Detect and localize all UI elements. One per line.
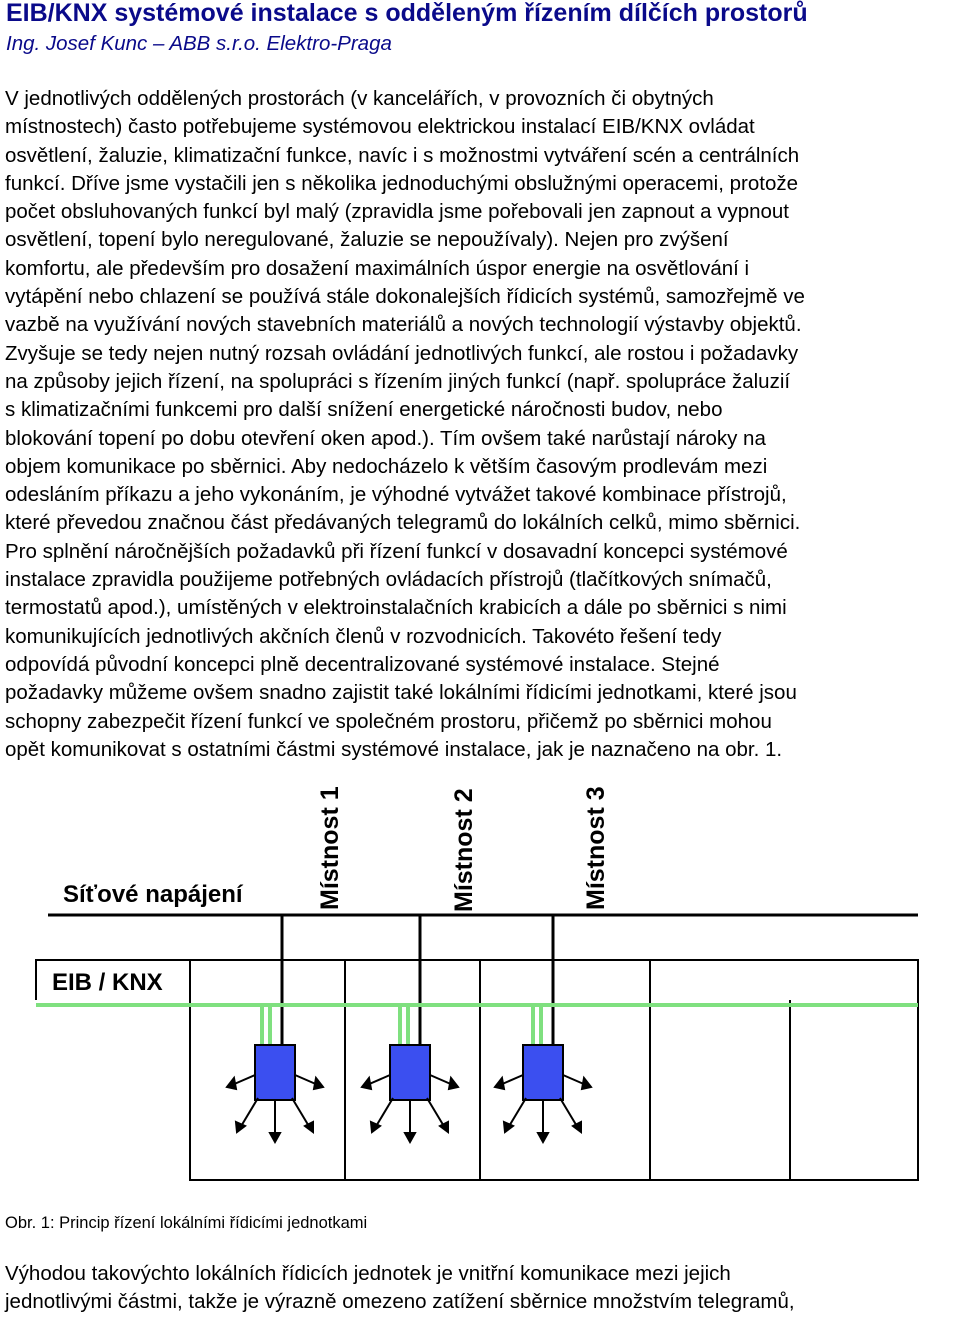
paragraph-line: blokování topení po dobu otevření oken apod.). Tím ovšem také narůstají nároky na <box>5 426 766 450</box>
paragraph-line: s klimatizačními funkcemi pro další snížení energetické náročnosti budov, nebo <box>5 398 723 422</box>
paragraph-line: osvětlení, žaluzie, klimatizační funkce, navíc i s možnostmi vytváření scén a centrálních <box>5 143 800 167</box>
paragraph-line: odpovídá původní koncepci plně decentralizované systémové instalace. Stejné <box>5 652 720 676</box>
room-enclosures <box>36 960 918 1180</box>
local-control-diagram <box>0 780 960 1190</box>
control-unit-room-3 <box>495 1045 591 1142</box>
room-4-enclosure <box>650 960 790 1180</box>
paragraph-line: instalace zpravidla použijeme potřebných ovládacích přístrojů (tlačítkových snímačů, <box>5 568 772 592</box>
intro-paragraph <box>5 85 957 764</box>
paragraph-line: schopny zabezpečit řízení funkcí ve společném prostoru, přičemž po sběrnici mohou <box>5 709 772 733</box>
closing-paragraph <box>5 1260 957 1317</box>
paragraph-line: V jednotlivých oddělených prostorách (v kancelářích, v provozních či obytných <box>5 87 714 110</box>
bus-enclosure-top <box>36 960 918 1180</box>
power-supply-lines <box>48 915 918 1070</box>
paragraph-line: Výhodou takovýchto lokálních řídicích jednotek je vnitřní komunikace mezi jejich <box>5 1262 731 1285</box>
paragraph-line: odesláním příkazu a jeho vykonáním, je výhodné vytvážet takové kombinace přístrojů, <box>5 483 787 507</box>
control-unit-room-1 <box>227 1045 323 1142</box>
room-1-label: Místnost 1 <box>316 786 344 910</box>
paragraph-line: osvětlení, topení bylo neregulované, žaluzie se nepoužívaly). Nejen pro zvýšení <box>5 228 729 252</box>
paragraph-line: požadavky můžeme ovšem snadno zajistit také lokálními řídicími jednotkami, které jsou <box>5 681 797 705</box>
paragraph-line: místnostech) často potřebujeme systémovou elektrickou instalací EIB/KNX ovládat <box>5 115 755 139</box>
bus-label: EIB / KNX <box>52 969 163 996</box>
paragraph-line: Pro splnění náročnějších požadavků při řízení funkcí v dosavadní koncepci systémové <box>5 539 788 563</box>
paragraph-line: komunikujících jednotlivých akčních členů v rozvodnicích. Takovéto řešení tedy <box>5 624 722 648</box>
control-unit-room-2 <box>362 1045 458 1142</box>
bus-lines <box>36 1005 918 1060</box>
room-3-label: Místnost 3 <box>582 786 610 910</box>
power-supply-label: Síťové napájení <box>63 881 243 908</box>
room-2-label: Místnost 2 <box>450 788 478 912</box>
paragraph-line: na způsoby jejich řízení, na spolupráci s řízením jiných funkcí (např. spolupráce žaluzií <box>5 369 791 393</box>
paragraph-line: vytápění nebo chlazení se používá stále dokonalejších řídicích systémů, samozřejmě ve <box>5 285 805 309</box>
paragraph-line: vazbě na využívání nových stavebních materiálů a nových technologií výstavby objektů. <box>5 313 802 337</box>
paragraph-line: komfortu, ale především pro dosažení maximálních úspor energie na osvětlování i <box>5 256 750 280</box>
control-unit-box <box>390 1045 430 1100</box>
figure-caption: Obr. 1: Princip řízení lokálními řídicími jednotkami <box>5 1214 368 1232</box>
paragraph-line: počet obsluhovaných funkcí byl malý (zpravidla jsme pořebovali jen zapnout a vypnout <box>5 200 789 224</box>
paragraph-line: Zvyšuje se tedy nejen nutný rozsah ovládání jednotlivých funkcí, ale rostou i požadavky <box>5 341 799 365</box>
author-line: Ing. Josef Kunc – ABB s.r.o. Elektro-Praga <box>6 32 392 55</box>
paragraph-line: které převedou značnou část předávaných telegramů do lokálních celků, mimo sběrnici. <box>5 511 801 535</box>
paragraph-line: objem komunikace po sběrnici. Aby nedocházelo k větším časovým prodlevám mezi <box>5 454 768 478</box>
room-3-enclosure <box>480 960 650 1180</box>
paragraph-line: jednotlivými částmi, takže je výrazně omezeno zatížení sběrnice množstvím telegramů, <box>5 1290 795 1314</box>
control-unit-box <box>255 1045 295 1100</box>
control-unit-box <box>523 1045 563 1100</box>
paragraph-line: funkcí. Dříve jsme vystačili jen s několika jednoduchými obslužnými operacemi, protože <box>5 171 799 195</box>
paragraph-line: termostatů apod.), umístěných v elektroinstalačních krabicích a dále po sběrnici s nimi <box>5 596 787 620</box>
document-title: EIB/KNX systémové instalace s odděleným řízením dílčích prostorů <box>6 0 808 27</box>
paragraph-line: opět komunikovat s ostatními částmi systémové instalace, jak je naznačeno na obr. 1. <box>5 737 783 761</box>
